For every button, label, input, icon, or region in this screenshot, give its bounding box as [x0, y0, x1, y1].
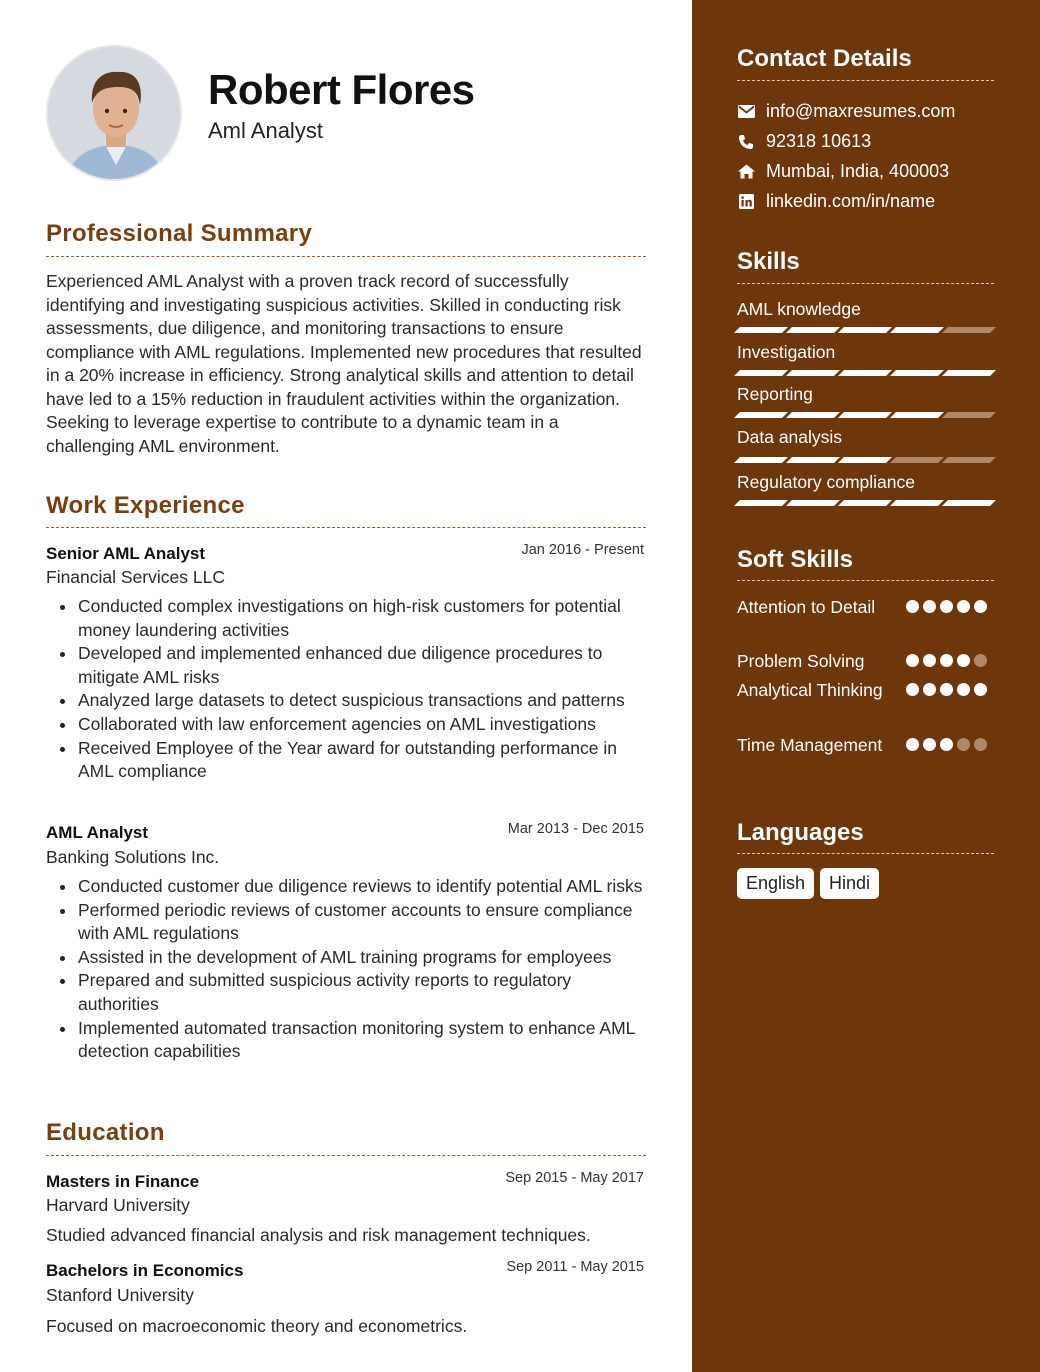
rating-dot-filled	[974, 683, 987, 696]
skill-segment-filled	[734, 412, 788, 418]
soft-skills-divider	[737, 580, 994, 581]
rating-dot-filled	[940, 654, 953, 667]
skill-segment-filled	[786, 500, 840, 506]
contact-phone[interactable]	[737, 131, 871, 152]
skill-label: Reporting	[737, 384, 813, 404]
skill-segment-filled	[734, 500, 788, 506]
skill-segment-filled	[786, 457, 840, 463]
skill-segment-filled	[838, 370, 892, 376]
soft-skill-label: Attention to Detail	[737, 597, 876, 617]
soft-skill-rating	[906, 738, 987, 751]
email-text: info@maxresumes.com	[766, 101, 956, 121]
skill-segment-filled	[734, 457, 788, 463]
list-item: Implemented automated transaction monitoring system to enhance AML detection capabilities	[78, 1017, 650, 1064]
soft-skill-rating	[906, 683, 987, 696]
degree-date: Sep 2015 - May 2017	[505, 1170, 644, 1186]
contact-email[interactable]	[737, 101, 955, 122]
language-tag: English	[737, 868, 814, 899]
list-item: Developed and implemented enhanced due diligence procedures to mitigate AML risks	[78, 642, 650, 689]
job-title: AML Analyst	[46, 823, 149, 842]
rating-dot-filled	[923, 683, 936, 696]
languages-divider	[737, 853, 994, 854]
list-item: Assisted in the development of AML training programs for employees	[78, 946, 650, 970]
skill-segment-filled	[942, 370, 996, 376]
list-item: Collaborated with law enforcement agencies on AML investigations	[78, 713, 650, 737]
rating-dot-empty	[974, 738, 987, 751]
skill-segment-filled	[734, 327, 788, 333]
skill-segment-filled	[890, 370, 944, 376]
job-date: Jan 2016 - Present	[521, 542, 644, 558]
job-bullets	[78, 875, 650, 1064]
skill-segment-filled	[786, 412, 840, 418]
skill-segment-filled	[838, 327, 892, 333]
skill-segment-filled	[786, 327, 840, 333]
contact-heading: Contact Details	[737, 45, 912, 72]
skill-label: Regulatory compliance	[737, 472, 916, 492]
languages-heading: Languages	[737, 819, 864, 846]
degree-title: Bachelors in Economics	[46, 1261, 244, 1280]
candidate-role: Aml Analyst	[208, 118, 323, 143]
school-name: Harvard University	[46, 1195, 190, 1215]
job-company: Financial Services LLC	[46, 567, 225, 587]
skill-segment-filled	[786, 370, 840, 376]
rating-dot-filled	[957, 600, 970, 613]
skill-segment-filled	[942, 500, 996, 506]
rating-dot-filled	[923, 738, 936, 751]
contact-divider	[737, 80, 994, 81]
rating-dot-empty	[957, 738, 970, 751]
rating-dot-filled	[906, 600, 919, 613]
school-name: Stanford University	[46, 1285, 194, 1305]
skill-segment-empty	[890, 457, 944, 463]
rating-dot-filled	[906, 683, 919, 696]
skill-segment-empty	[942, 457, 996, 463]
summary-divider	[46, 256, 646, 257]
soft-skill-rating	[906, 600, 987, 613]
list-item: Analyzed large datasets to detect suspicious transactions and patterns	[78, 689, 650, 713]
contact-linkedin[interactable]	[737, 191, 935, 212]
skill-bar	[737, 500, 993, 506]
skill-segment-filled	[890, 327, 944, 333]
rating-dot-filled	[974, 600, 987, 613]
home-icon	[737, 163, 755, 181]
phone-text: 92318 10613	[766, 131, 872, 151]
rating-dot-filled	[923, 654, 936, 667]
language-tag: Hindi	[820, 868, 879, 899]
experience-heading: Work Experience	[46, 492, 245, 519]
list-item: Conducted complex investigations on high-risk customers for potential money laundering activities	[78, 595, 650, 642]
skill-segment-empty	[942, 327, 996, 333]
education-divider	[46, 1155, 646, 1156]
skill-label: AML knowledge	[737, 299, 861, 319]
skill-label: Data analysis	[737, 427, 843, 447]
list-item: Received Employee of the Year award for outstanding performance in AML compliance	[78, 737, 650, 784]
rating-dot-filled	[906, 738, 919, 751]
rating-dot-filled	[940, 683, 953, 696]
degree-description: Focused on macroeconomic theory and econometrics.	[46, 1316, 468, 1336]
rating-dot-filled	[957, 683, 970, 696]
rating-dot-filled	[923, 600, 936, 613]
skill-segment-empty	[942, 412, 996, 418]
experience-divider	[46, 527, 646, 528]
candidate-name: Robert Flores	[208, 66, 475, 113]
skill-label: Investigation	[737, 342, 836, 362]
skill-segment-filled	[734, 370, 788, 376]
soft-skill-label: Problem Solving	[737, 651, 865, 671]
phone-icon	[737, 133, 755, 151]
soft-skill-rating	[906, 654, 987, 667]
rating-dot-filled	[906, 654, 919, 667]
list-item: Prepared and submitted suspicious activity reports to regulatory authorities	[78, 969, 650, 1016]
rating-dot-filled	[957, 654, 970, 667]
skill-bar	[737, 327, 993, 333]
soft-skill-label: Time Management	[737, 735, 883, 755]
list-item: Conducted customer due diligence reviews to identify potential AML risks	[78, 875, 650, 899]
linkedin-text: linkedin.com/in/name	[766, 191, 936, 211]
rating-dot-empty	[974, 654, 987, 667]
soft-skills-heading: Soft Skills	[737, 546, 854, 573]
list-item: Performed periodic reviews of customer accounts to ensure compliance with AML regulations	[78, 899, 650, 946]
skill-segment-filled	[838, 500, 892, 506]
degree-description: Studied advanced financial analysis and risk management techniques.	[46, 1225, 591, 1245]
skill-bar	[737, 412, 993, 418]
job-title: Senior AML Analyst	[46, 544, 206, 563]
education-heading: Education	[46, 1119, 165, 1146]
linkedin-icon	[737, 193, 755, 211]
skill-segment-filled	[838, 412, 892, 418]
skills-heading: Skills	[737, 248, 800, 275]
skill-segment-filled	[890, 500, 944, 506]
envelope-icon	[737, 103, 755, 121]
skill-bar	[737, 370, 993, 376]
address-text: Mumbai, India, 400003	[766, 161, 950, 181]
degree-title: Masters in Finance	[46, 1172, 200, 1191]
summary-heading: Professional Summary	[46, 220, 313, 247]
skills-divider	[737, 283, 994, 284]
skill-bar	[737, 457, 993, 463]
summary-text: Experienced AML Analyst with a proven track record of successfully identifying and investigating suspicious activities. Skilled in conducting risk assessments, due diligence, and monitoring transactions to ensure compliance with AML regulations. Implemented new procedures that resulted in a 20% increase in efficiency. Strong analytical skills and attention to detail have led to a 15% reduction in fraudulent activities within the organization. Seeking to leverage expertise to contribute to a dynamic team in a challenging AML environment.	[46, 271, 642, 456]
job-company: Banking Solutions Inc.	[46, 847, 220, 867]
contact-address	[737, 161, 949, 182]
rating-dot-filled	[940, 738, 953, 751]
job-bullets	[78, 595, 650, 784]
job-date: Mar 2013 - Dec 2015	[507, 821, 644, 837]
skill-segment-filled	[838, 457, 892, 463]
rating-dot-filled	[940, 600, 953, 613]
soft-skill-label: Analytical Thinking	[737, 680, 883, 700]
degree-date: Sep 2011 - May 2015	[506, 1259, 644, 1275]
skill-segment-filled	[890, 412, 944, 418]
profile-photo	[46, 45, 182, 181]
